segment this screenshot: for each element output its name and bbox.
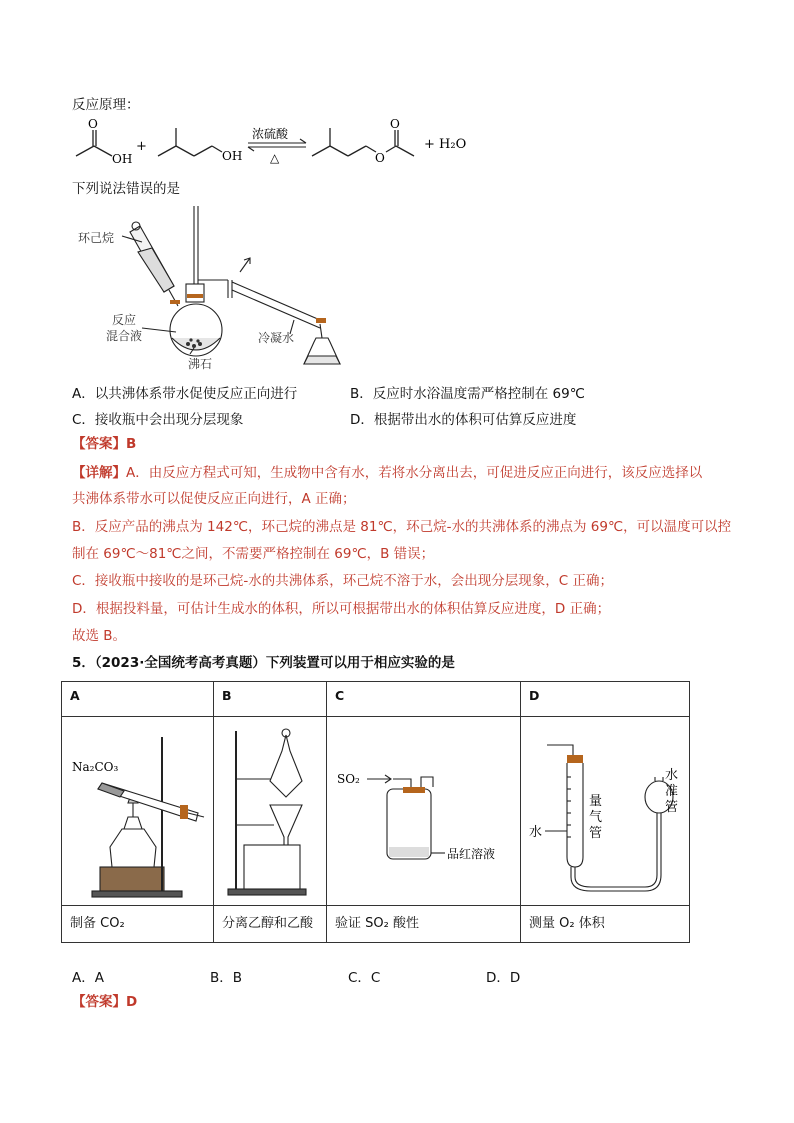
explanation-line-7: 故选 B。 <box>72 628 127 644</box>
label-measuring-3: 管 <box>589 826 603 841</box>
q5-answer-label: 【答案】 <box>72 994 126 1010</box>
q4-option-d: D．根据带出水的体积可估算反应进度 <box>350 412 577 428</box>
label-mixture: 混合液 <box>106 329 143 343</box>
explanation-label: 【详解】 <box>72 465 126 481</box>
cell-figure-b <box>214 717 327 906</box>
q4-answer <box>72 435 136 453</box>
label-level-2: 准 <box>665 784 679 799</box>
label-boiling-stone: 沸石 <box>188 357 213 371</box>
q4-option-a: A．以共沸体系带水促使反应正向进行 <box>72 386 298 402</box>
ester-carbonyl-o: O <box>390 118 400 131</box>
acetic-acid-structure <box>76 130 112 156</box>
dropping-funnel <box>130 222 178 306</box>
caption-a: 制备 CO₂ <box>62 906 214 943</box>
question-stem: 下列说法错误的是 <box>72 181 180 197</box>
stand-base <box>92 891 182 897</box>
rubber-tube-outer <box>571 813 661 891</box>
catalyst-label: 浓硫酸 <box>252 127 289 141</box>
label-cyclohexane: 环己烷 <box>78 231 115 245</box>
explanation-line-6: D．根据投料量，可估计生成水的体积，所以可根据带出水的体积估算反应进度，D 正确； <box>72 601 611 617</box>
explanation-line-2: 共沸体系带水可以促使反应正向进行，A 正确； <box>72 491 356 507</box>
isoamyl-alcohol-structure <box>158 128 222 156</box>
receiving-flask <box>304 324 340 364</box>
tube-stopper <box>180 805 188 819</box>
ester-o: O <box>375 151 385 165</box>
wood-block <box>100 867 164 891</box>
caption-d: 测量 O₂ 体积 <box>521 906 690 943</box>
isoamyl-acetate-structure <box>312 128 414 156</box>
reaction-equation <box>72 118 492 174</box>
explanation-text-1: A．由反应方程式可知，生成物中含有水，若将水分离出去，可促进反应正向进行，该反应选择以 <box>126 465 703 481</box>
explanation-line-4: 制在 69℃～81℃之间，不需要严格控制在 69℃，B 错误； <box>72 546 435 562</box>
label-so2: SO₂ <box>337 772 360 786</box>
explanation-line-3: B．反应产品的沸点为 142℃，环己烷的沸点是 81℃，环己烷-水的共沸体系的沸点为 69℃，可以温度可以控 <box>72 519 732 535</box>
thermometer <box>194 206 198 294</box>
q5-answer-value: D <box>126 994 138 1010</box>
stand-base-b <box>228 889 306 895</box>
cell-figure-a <box>62 717 214 906</box>
heat-symbol: △ <box>270 151 280 165</box>
beaker <box>244 845 300 889</box>
q5-stem: 5．（2023·全国统考高考真题）下列装置可以用于相应实验的是 <box>72 655 455 671</box>
caption-c: 验证 SO₂ 酸性 <box>327 906 521 943</box>
caption-b: 分离乙醇和乙酸 <box>214 906 327 943</box>
label-water: 水 <box>529 825 543 840</box>
q5-apparatus-table <box>61 681 690 943</box>
acetic-acid-oh: OH <box>112 152 133 166</box>
q5-option-a: A．A <box>72 970 104 986</box>
label-pinhong: 品红溶液 <box>447 847 496 861</box>
cell-figure-d <box>521 717 690 906</box>
q4-option-c: C．接收瓶中会出现分层现象 <box>72 412 244 428</box>
reaction-principle-label: 反应原理： <box>72 97 140 113</box>
explanation-line-5: C．接收瓶中接收的是环己烷-水的共沸体系，环己烷不溶于水，会出现分层现象，C 正确； <box>72 573 614 589</box>
solution-level <box>389 847 429 857</box>
plus-sign-1: + <box>136 139 147 154</box>
o2-volume-figure <box>521 717 681 901</box>
q5-option-d: D．D <box>486 970 521 986</box>
funnel-stopper <box>170 300 180 304</box>
tube-stopper-d <box>567 755 583 763</box>
distillation-apparatus-figure <box>72 202 342 374</box>
header-b: B <box>214 682 327 717</box>
rubber-tube <box>575 813 657 887</box>
label-level-3: 管 <box>665 800 679 815</box>
q4-option-b: B．反应时水浴温度需严格控制在 69℃ <box>350 386 585 402</box>
co2-preparation-figure <box>62 717 213 901</box>
q5-answer <box>72 993 137 1011</box>
acetic-acid-o: O <box>88 118 98 131</box>
so2-figure <box>327 717 512 901</box>
separation-figure <box>214 717 318 901</box>
isoamyl-oh: OH <box>222 149 243 163</box>
q5-option-b: B．B <box>210 970 243 986</box>
header-d: D <box>521 682 690 717</box>
water-product: + H₂O <box>424 137 467 152</box>
header-a: A <box>62 682 214 717</box>
separatory-funnel <box>270 735 302 797</box>
receiver-stopper <box>316 318 326 323</box>
cell-figure-c <box>327 717 521 906</box>
alcohol-lamp <box>110 829 156 867</box>
explanation-line-1 <box>72 464 702 482</box>
label-na2co3: Na₂CO₃ <box>72 760 119 774</box>
measuring-tube <box>567 763 583 867</box>
label-level-1: 水 <box>665 768 679 783</box>
answer-label: 【答案】 <box>72 436 126 452</box>
label-measuring-1: 量 <box>589 794 603 809</box>
label-reaction: 反应 <box>112 313 137 327</box>
header-c: C <box>327 682 521 717</box>
label-measuring-2: 气 <box>589 810 603 825</box>
answer-value: B <box>126 436 137 452</box>
stopper <box>187 294 203 298</box>
bottle-stopper <box>403 787 425 793</box>
label-cooling-water: 冷凝水 <box>258 331 295 345</box>
q5-option-c: C．C <box>348 970 381 986</box>
